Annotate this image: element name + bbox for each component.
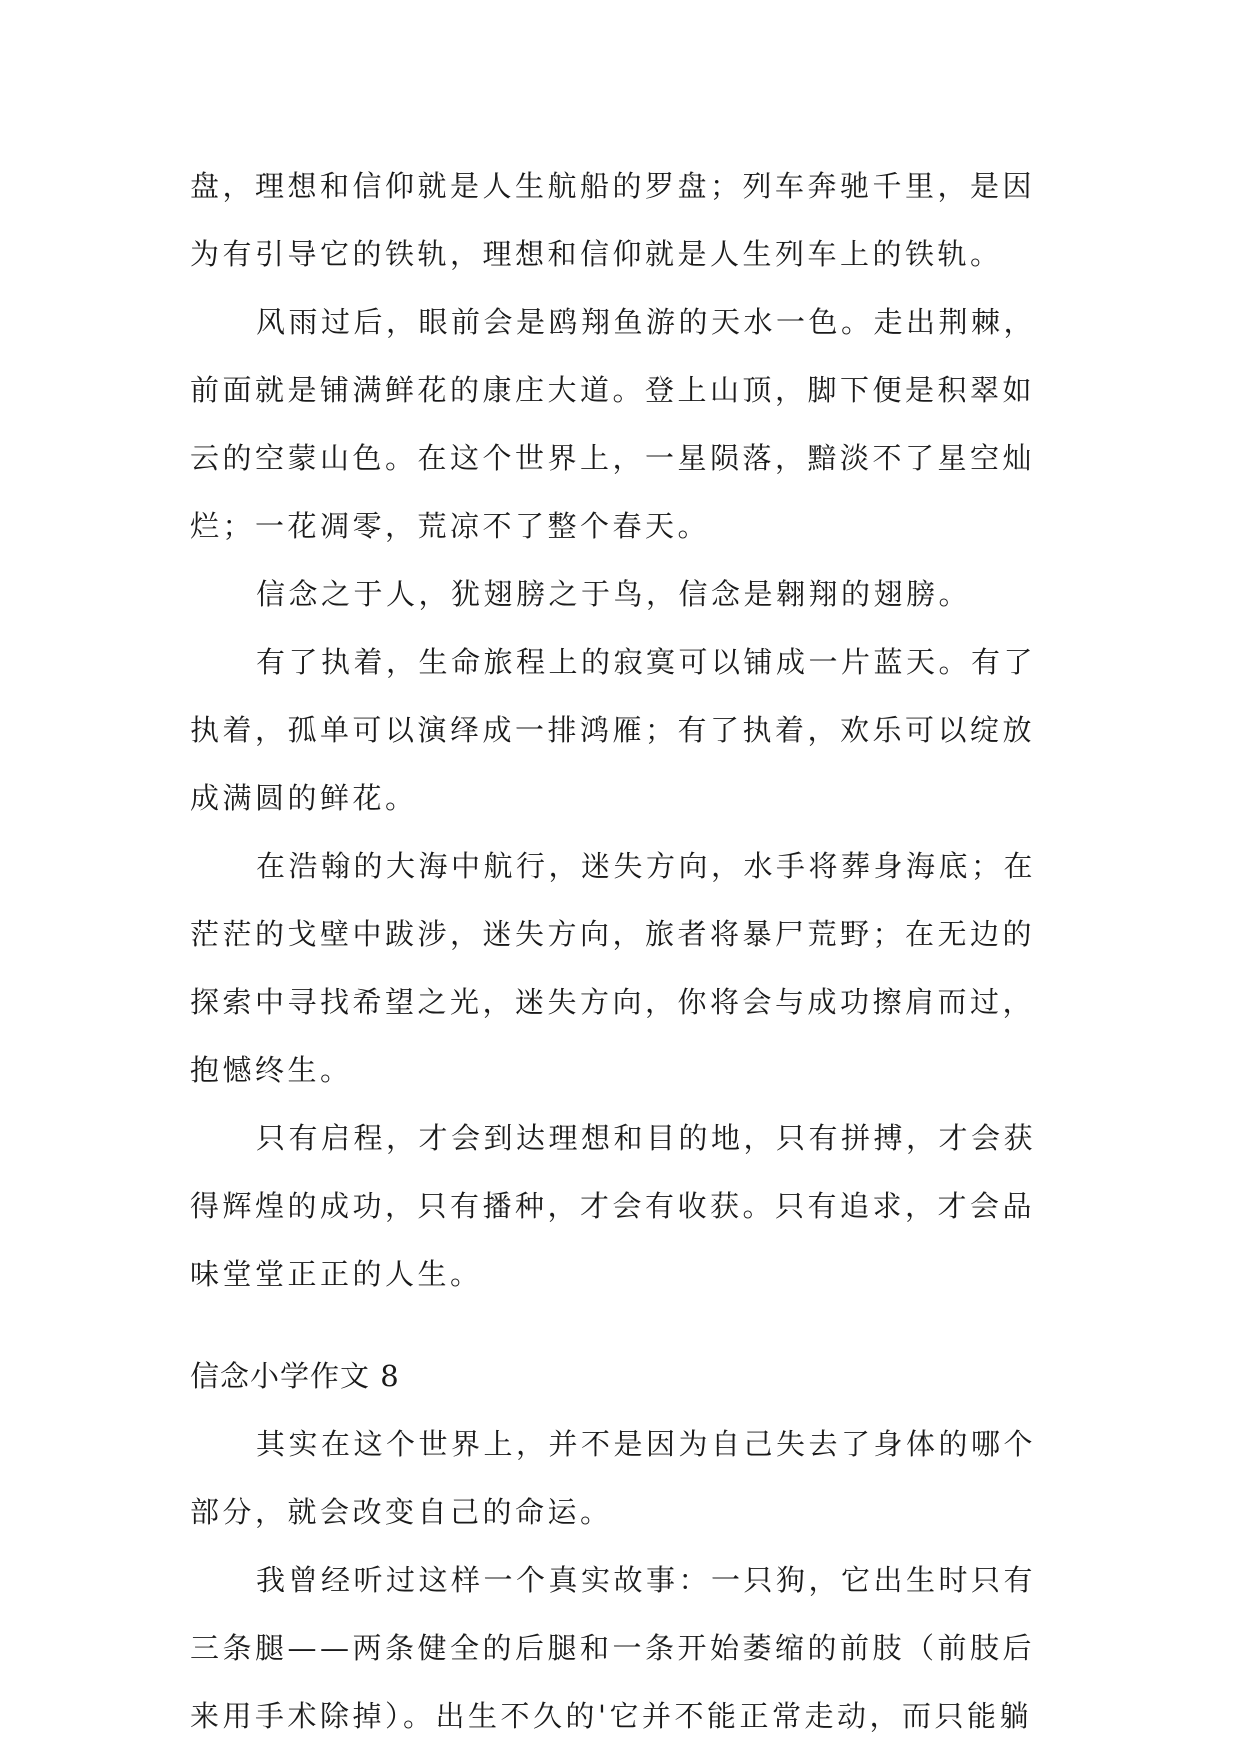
paragraph bbox=[190, 1410, 1062, 1546]
text-line: 只有启程，才会到达理想和目的地，只有拼搏，才会获 bbox=[256, 1121, 1037, 1155]
text-line: 成满圆的鲜花。 bbox=[190, 781, 418, 815]
text-line: 部分，就会改变自己的命运。 bbox=[190, 1495, 613, 1529]
paragraph bbox=[190, 288, 1062, 560]
text-line: 来用手术除掉）。出生不久的'它并不能正常走动，而只能躺 bbox=[190, 1699, 1032, 1733]
text-line: 味堂堂正正的人生。 bbox=[190, 1257, 483, 1291]
paragraph bbox=[190, 560, 1062, 628]
text-line: 烂；一花凋零，荒凉不了整个春天。 bbox=[190, 509, 711, 543]
text-line: 其实在这个世界上，并不是因为自己失去了身体的哪个 bbox=[256, 1427, 1037, 1461]
paragraph bbox=[190, 832, 1062, 1104]
paragraph bbox=[190, 1104, 1062, 1308]
text-line: 盘，理想和信仰就是人生航船的罗盘；列车奔驰千里，是因 bbox=[190, 169, 1036, 203]
text-line: 云的空蒙山色。在这个世界上，一星陨落，黯淡不了星空灿 bbox=[190, 441, 1036, 475]
text-line: 我曾经听过这样一个真实故事：一只狗，它出生时只有 bbox=[256, 1563, 1037, 1597]
text-line: 得辉煌的成功，只有播种，才会有收获。只有追求，才会品 bbox=[190, 1189, 1036, 1223]
paragraph bbox=[190, 628, 1062, 832]
paragraph bbox=[190, 1546, 1062, 1750]
section-spacer bbox=[190, 1308, 1062, 1342]
text-line: 抱憾终生。 bbox=[190, 1053, 353, 1087]
text-line: 在浩翰的大海中航行，迷失方向，水手将葬身海底；在 bbox=[256, 849, 1037, 883]
text-line: 信念之于人，犹翅膀之于鸟，信念是翱翔的翅膀。 bbox=[256, 577, 972, 611]
text-line: 茫茫的戈壁中跋涉，迷失方向，旅者将暴尸荒野；在无边的 bbox=[190, 917, 1036, 951]
text-line: 执着，孤单可以演绎成一排鸿雁；有了执着，欢乐可以绽放 bbox=[190, 713, 1036, 747]
document-body bbox=[190, 152, 1062, 1750]
text-line: 探索中寻找希望之光，迷失方向，你将会与成功擦肩而过， bbox=[190, 985, 1036, 1019]
paragraph bbox=[190, 152, 1062, 288]
text-line: 三条腿——两条健全的后腿和一条开始萎缩的前肢（前肢后 bbox=[190, 1631, 1036, 1665]
text-line: 有了执着，生命旅程上的寂寞可以铺成一片蓝天。有了 bbox=[256, 645, 1037, 679]
text-line: 为有引导它的铁轨，理想和信仰就是人生列车上的铁轨。 bbox=[190, 237, 1003, 271]
section-title: 信念小学作文 8 bbox=[190, 1359, 400, 1393]
text-line: 前面就是铺满鲜花的康庄大道。登上山顶，脚下便是积翠如 bbox=[190, 373, 1036, 407]
text-line: 风雨过后，眼前会是鸥翔鱼游的天水一色。走出荆棘， bbox=[256, 305, 1037, 339]
